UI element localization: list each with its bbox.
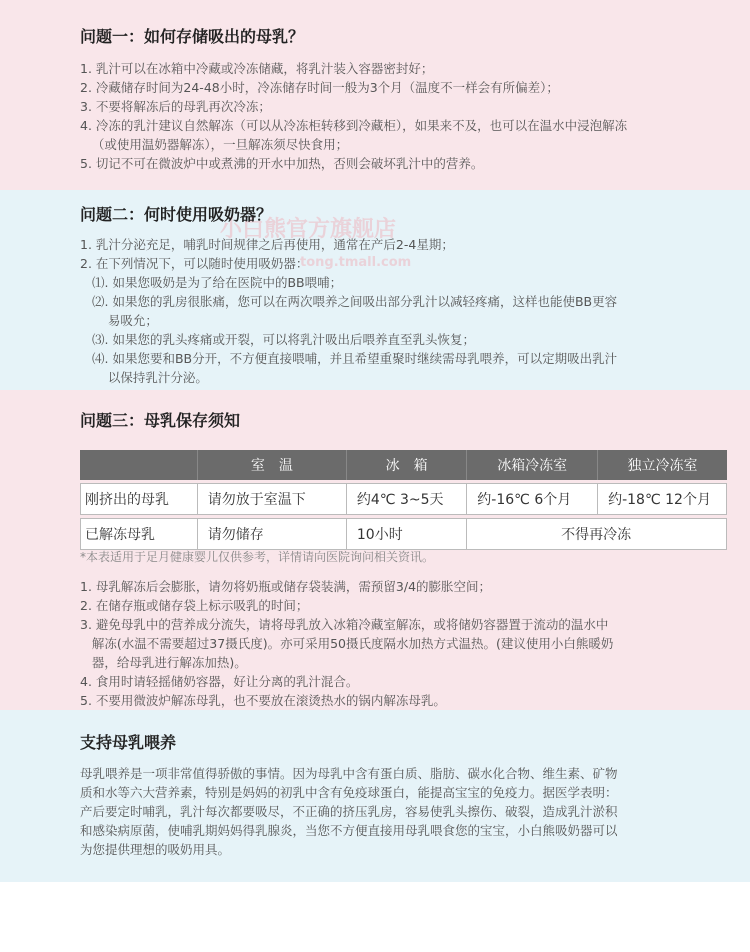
q2-list (80, 235, 735, 387)
q2-subline: 易吸允； (92, 313, 158, 328)
q3-line: 解冻(水温不需要超过37摄氏度)。亦可采用50摄氏度隔水加热方式温热。(建议使用小白熊暖奶 (80, 636, 614, 651)
q3-line: 1. 母乳解冻后会膨胀，请勿将奶瓶或储存袋装满，需预留3/4的膨胀空间； (80, 579, 492, 594)
store-watermark: 小白熊官方旗舰店 (220, 217, 397, 242)
q2-line: 1. 乳汁分泌充足，哺乳时间规律之后再使用，通常在产后2-4星期； (80, 237, 454, 252)
q1-line: 2. 冷藏储存时间为24-48小时，冷冻储存时间一般为3个月（温度不一样会有所偏差）； (80, 80, 559, 95)
table-cell: 不得再冷冻 (467, 518, 727, 550)
support-paragraph (80, 764, 735, 859)
storage-table (80, 447, 727, 553)
q3-line: 3. 避免母乳中的营养成分流失，请将母乳放入冰箱冷藏室解冻，或将储奶容器置于流动的温水中 (80, 617, 609, 632)
q1-line: 3. 不要将解冻后的母乳再次冷冻； (80, 99, 271, 114)
support-line: 母乳喂养是一项非常值得骄傲的事情。因为母乳中含有蛋白质、脂肪、碳水化合物、维生素、矿物 (80, 766, 618, 781)
q2-subline: 以保持乳汁分泌。 (92, 370, 208, 385)
q2-subline: ⑵. 如果您的乳房很胀痛，您可以在两次喂养之间吸出部分乳汁以减轻疼痛，这样也能使BB更容 (92, 294, 618, 309)
table-cell: 刚挤出的母乳 (80, 483, 198, 515)
q3-title: 问题三：母乳保存须知 (80, 411, 241, 430)
table-cell: 约-18℃ 12个月 (598, 483, 727, 515)
table-cell: 请勿储存 (198, 518, 347, 550)
support-line: 质和水等六大营养素，特别是妈妈的初乳中含有免疫球蛋白，能提高宝宝的免疫力。据医学表明： (80, 785, 618, 800)
q1-list (80, 59, 735, 173)
support-line: 产后要定时哺乳，乳汁每次都要吸尽，不正确的挤压乳房，容易使乳头擦伤、破裂，造成乳汁淤积 (80, 804, 618, 819)
table-header: 冰箱冷冻室 (467, 450, 598, 480)
q1-line: 5. 切记不可在微波炉中或煮沸的开水中加热，否则会破坏乳汁中的营养。 (80, 156, 484, 171)
table-row (80, 483, 727, 515)
q2-subline: ⑷. 如果您要和BB分开，不方便直接喂哺，并且希望重聚时继续需母乳喂养，可以定期吸出乳汁 (92, 351, 618, 366)
q1-line: 4. 冷冻的乳汁建议自然解冻（可以从冷冻柜转移到冷藏柜），如果来不及，也可以在温水中浸泡解冻 (80, 118, 628, 133)
table-header-row (80, 450, 727, 480)
support-line: 为您提供理想的吸奶用具。 (80, 842, 231, 857)
table-cell: 约-16℃ 6个月 (467, 483, 598, 515)
support-title: 支持母乳喂养 (80, 733, 177, 752)
store-watermark-url: tong.tmall.com (300, 255, 412, 270)
table-cell: 请勿放于室温下 (198, 483, 347, 515)
table-header: 冰 箱 (347, 450, 467, 480)
table-row (80, 518, 727, 550)
q2-subline: ⑶. 如果您的乳头疼痛或开裂，可以将乳汁吸出后喂养直至乳头恢复； (92, 332, 475, 347)
q3-list (80, 577, 735, 710)
table-note: *本表适用于足月健康婴儿仅供参考，详情请向医院询问相关资讯。 (80, 550, 435, 564)
q2-title: 问题二：何时使用吸奶器？ (80, 205, 273, 224)
table-header (80, 450, 198, 480)
q3-line: 4. 食用时请轻摇储奶容器，好让分离的乳汁混合。 (80, 674, 359, 689)
q2-line: 2. 在下列情况下，可以随时使用吸奶器： (80, 256, 309, 271)
q3-line: 器，给母乳进行解冻加热)。 (80, 655, 247, 670)
table-header: 室 温 (198, 450, 347, 480)
q1-line: （或使用温奶器解冻），一旦解冻须尽快食用； (80, 137, 349, 152)
table-cell: 已解冻母乳 (80, 518, 198, 550)
table-cell: 约4℃ 3~5天 (347, 483, 467, 515)
q3-line: 5. 不要用微波炉解冻母乳，也不要放在滚烫热水的锅内解冻母乳。 (80, 693, 446, 708)
q1-title: 问题一：如何存储吸出的母乳？ (80, 27, 305, 46)
support-line: 和感染病原菌，使哺乳期妈妈得乳腺炎，当您不方便直接用母乳喂食您的宝宝，小白熊吸奶器可以 (80, 823, 618, 838)
q2-subline: ⑴. 如果您吸奶是为了给在医院中的BB喂哺； (92, 275, 343, 290)
q1-line: 1. 乳汁可以在冰箱中冷藏或冷冻储藏，将乳汁装入容器密封好； (80, 61, 434, 76)
q3-line: 2. 在储存瓶或储存袋上标示吸乳的时间； (80, 598, 309, 613)
table-cell: 10小时 (347, 518, 467, 550)
table-header: 独立冷冻室 (598, 450, 727, 480)
